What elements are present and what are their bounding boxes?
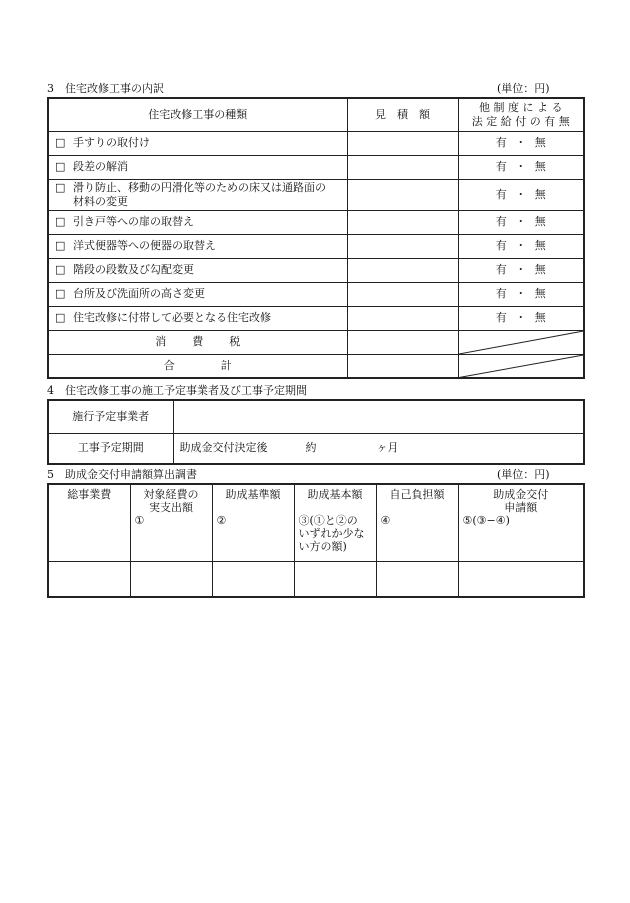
table-row [48,234,584,258]
checkbox[interactable]: □ [55,263,66,276]
estimate-cell[interactable] [347,234,458,258]
section3-unit: (単位：円) [497,82,550,95]
row-label: 段差の解消 [73,160,128,173]
estimate-cell[interactable] [347,210,458,234]
checkbox[interactable]: □ [55,239,66,252]
approx-label: 約 [305,441,317,455]
calc-value-row [48,561,584,597]
total-row [48,354,584,378]
checkbox[interactable]: □ [55,180,66,194]
yes-no-cell: 有 ・ 無 [458,306,584,330]
section3-title: 3 住宅改修工事の内訳 [47,82,164,95]
col-standard-amount: 助成基準額 ② [212,484,294,561]
estimate-cell[interactable] [347,258,458,282]
tax-label: 消 費 税 [155,335,241,348]
period-text: 助成金交付決定後 [179,441,268,455]
contractor-label: 施行予定事業者 [48,400,173,433]
yes-no-cell: 有 ・ 無 [458,234,584,258]
table-row [48,179,584,210]
table-row [48,155,584,179]
total-label: 合 計 [163,358,232,372]
contractor-period-table [47,399,585,465]
renovation-breakdown-table [47,97,585,379]
total-crossed-cell [458,354,584,378]
actual-expense-input[interactable] [130,561,212,597]
yes-no-cell: 有 ・ 無 [458,155,584,179]
tax-amount-cell[interactable] [347,330,458,354]
tax-row [48,330,584,354]
row-label-cont: 材料の変更 [73,194,128,208]
estimate-cell[interactable] [347,282,458,306]
col-application-amount: 助成金交付 申請額 ⑤(③−④) [458,484,584,561]
yes-no-cell: 有 ・ 無 [458,131,584,155]
table-row [48,306,584,330]
row-label: 引き戸等への扉の取替え [73,215,194,228]
table-row [48,210,584,234]
checkbox[interactable]: □ [55,311,66,324]
yes-no-cell: 有 ・ 無 [458,210,584,234]
yes-no-cell: 有 ・ 無 [458,258,584,282]
subsidy-calc-table [47,483,585,598]
col-total-cost: 総事業費 [48,484,130,561]
application-amount-input[interactable] [458,561,584,597]
row-label: 洋式便器等への便器の取替え [73,239,216,252]
total-amount-cell[interactable] [347,354,458,378]
total-cost-input[interactable] [48,561,130,597]
row-label: 手すりの取付け [73,136,150,149]
checkbox[interactable]: □ [55,287,66,300]
table-header-row [48,98,584,131]
diagonal-line [459,331,584,354]
period-cell[interactable] [173,433,584,464]
section4-title: 4 住宅改修工事の施工予定事業者及び工事予定期間 [47,384,307,397]
header-estimate: 見 積 額 [347,98,458,131]
col-basic-amount: 助成基本額 ③(①と②の いずれか少な い方の額) [294,484,376,561]
contractor-input[interactable] [173,400,584,433]
col-self-burden: 自己負担額 ④ [376,484,458,561]
tax-crossed-cell [458,330,584,354]
col-actual-expense: 対象経費の 実支出額 ① [130,484,212,561]
section5-title: 5 助成金交付申請額算出調書 [47,468,197,481]
self-burden-input[interactable] [376,561,458,597]
standard-amount-input[interactable] [212,561,294,597]
header-other-system: 他 制 度 に よ る 法 定 給 付 の 有 無 [458,98,584,131]
row-label: 階段の段数及び勾配変更 [73,263,194,276]
checkbox[interactable]: □ [55,160,66,173]
period-row [48,433,584,464]
header-kind: 住宅改修工事の種類 [48,98,347,131]
contractor-row [48,400,584,433]
table-row [48,131,584,155]
table-row [48,282,584,306]
checkbox[interactable]: □ [55,215,66,228]
estimate-cell[interactable] [347,179,458,210]
checkbox[interactable]: □ [55,136,66,149]
calc-header-row [48,484,584,561]
table-row [48,258,584,282]
section5-unit: (単位：円) [497,468,550,481]
row-label: 台所及び洗面所の高さ変更 [73,287,205,300]
estimate-cell[interactable] [347,155,458,179]
months-label: ヶ月 [376,441,399,455]
diagonal-line [459,355,584,378]
period-label: 工事予定期間 [48,433,173,464]
basic-amount-input[interactable] [294,561,376,597]
yes-no-cell: 有 ・ 無 [458,282,584,306]
estimate-cell[interactable] [347,306,458,330]
estimate-cell[interactable] [347,131,458,155]
row-label: 住宅改修に付帯して必要となる住宅改修 [73,311,271,324]
row-label: 滑り防止、移動の円滑化等のための床又は通路面の [73,180,326,194]
yes-no-cell: 有 ・ 無 [458,179,584,210]
